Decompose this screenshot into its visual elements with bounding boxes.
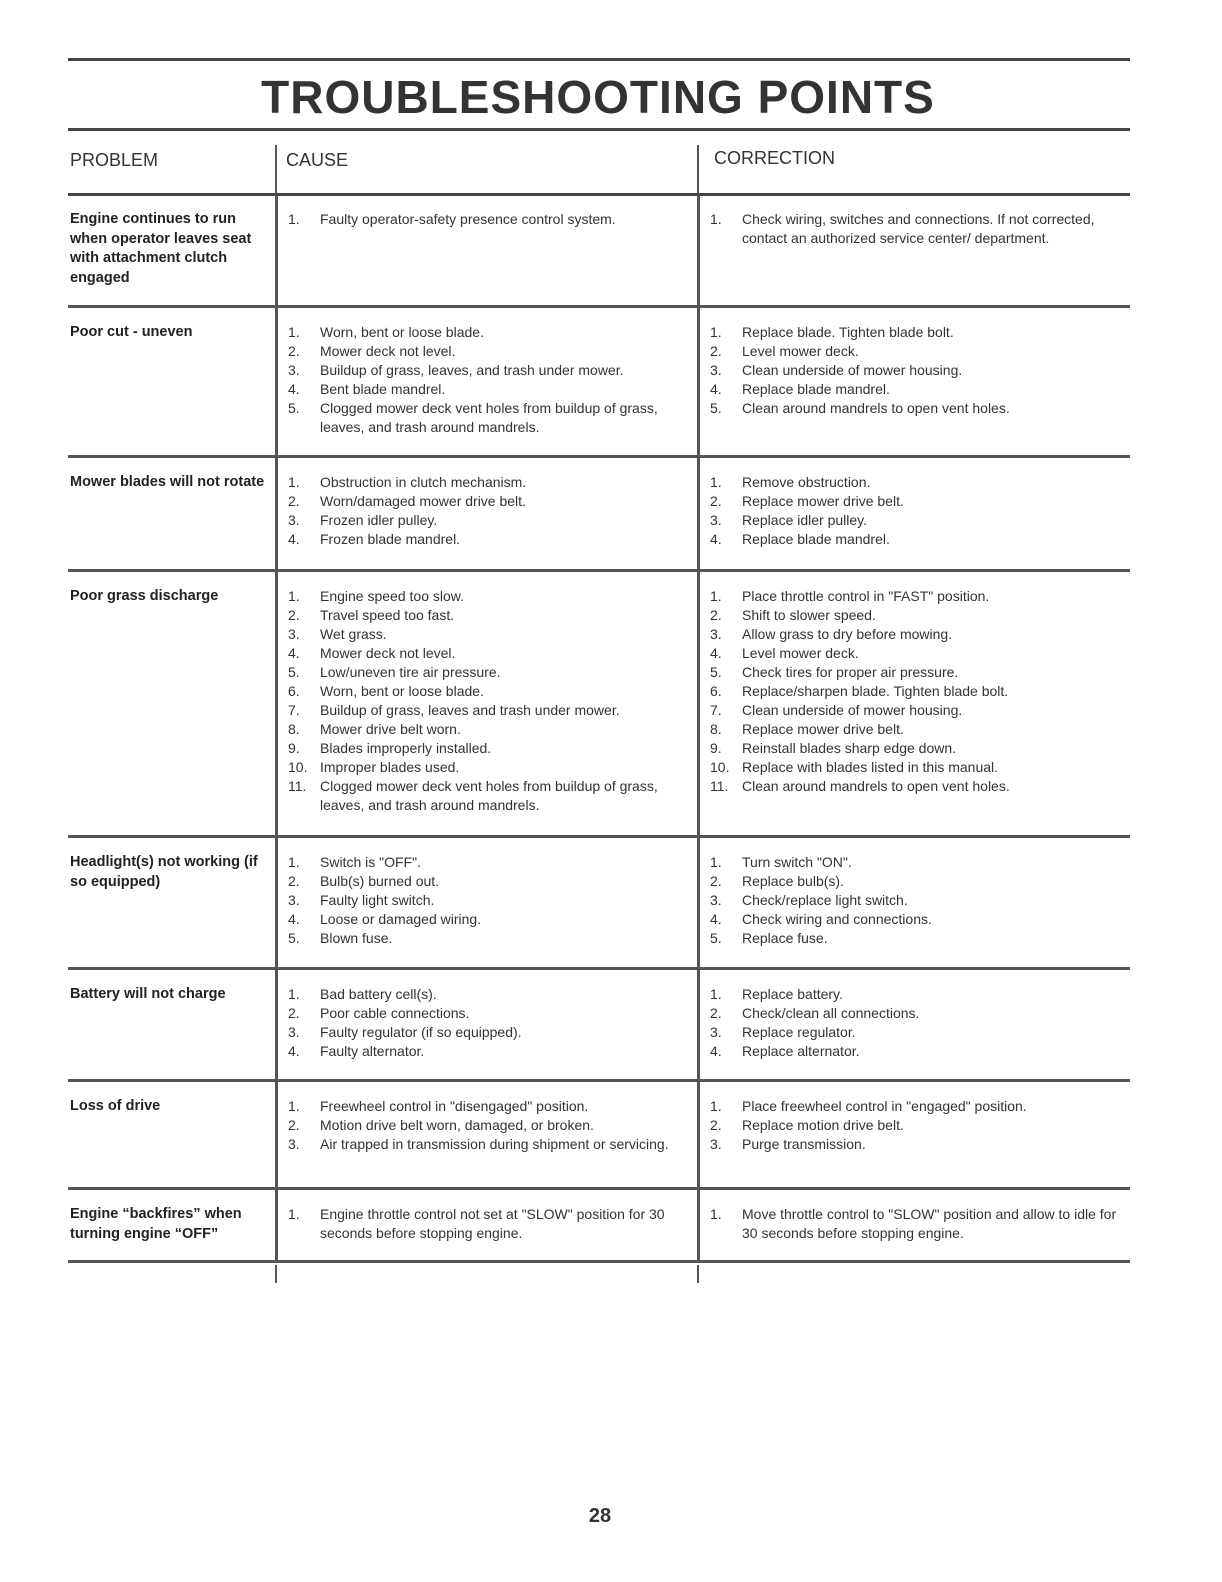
table-row	[68, 308, 1130, 458]
table-row	[68, 195, 1130, 308]
page-number: 28	[588, 1505, 612, 1527]
item-number: 4.	[710, 381, 722, 397]
cause-item	[288, 606, 697, 625]
item-number: 5.	[710, 930, 722, 946]
correction-item	[710, 1205, 1130, 1243]
cause-text: Improper blades used.	[320, 759, 460, 775]
cause-text: Blown fuse.	[320, 930, 393, 946]
item-number: 3.	[710, 362, 722, 378]
table-row	[68, 1190, 1130, 1263]
item-number: 5.	[288, 664, 300, 680]
header-cause: CAUSE	[286, 150, 349, 170]
correction-text: Replace with blades listed in this manual.	[742, 759, 999, 775]
item-number: 1.	[288, 474, 300, 490]
item-number: 5.	[288, 400, 300, 416]
cause-item	[288, 853, 697, 872]
cause-text: Blades improperly installed.	[320, 740, 492, 756]
item-number: 10.	[288, 759, 308, 775]
item-number: 4.	[710, 645, 722, 661]
cause-item	[288, 872, 697, 891]
correction-item	[710, 606, 1130, 625]
correction-text: Level mower deck.	[742, 343, 859, 359]
cause-item	[288, 985, 697, 1004]
cause-cell	[275, 838, 697, 967]
correction-item	[710, 1097, 1130, 1116]
correction-item	[710, 644, 1130, 663]
cause-text: Air trapped in transmission during shipment or servicing.	[320, 1136, 669, 1152]
correction-text: Check/clean all connections.	[742, 1005, 920, 1021]
cause-text: Faulty operator-safety presence control system.	[320, 211, 616, 227]
correction-text: Move throttle control to "SLOW" position and allow to idle for 30 seconds before stopping engine.	[742, 1206, 1117, 1241]
cause-text: Obstruction in clutch mechanism.	[320, 474, 527, 490]
cause-item	[288, 473, 697, 492]
item-number: 2.	[710, 873, 722, 889]
problem-cell: Engine continues to run when operator leaves seat with attachment clutch engaged	[70, 211, 252, 286]
cause-item	[288, 1004, 697, 1023]
correction-text: Replace idler pulley.	[742, 512, 868, 528]
item-number: 3.	[710, 512, 722, 528]
correction-text: Place throttle control in "FAST" position.	[742, 588, 990, 604]
correction-item	[710, 1042, 1130, 1061]
table-row	[68, 458, 1130, 572]
problem-cell: Loss of drive	[70, 1098, 161, 1114]
item-number: 11.	[288, 778, 307, 794]
correction-item	[710, 777, 1130, 796]
correction-item	[710, 399, 1130, 418]
cause-text: Motion drive belt worn, damaged, or broken.	[320, 1117, 594, 1133]
correction-text: Check wiring and connections.	[742, 911, 932, 927]
cause-item	[288, 587, 697, 606]
correction-text: Replace mower drive belt.	[742, 493, 904, 509]
troubleshooting-table	[68, 195, 1130, 1263]
header-divider	[275, 145, 277, 197]
cause-cell	[275, 195, 697, 305]
correction-cell	[697, 1190, 1130, 1260]
correction-text: Clean underside of mower housing.	[742, 362, 963, 378]
item-number: 4.	[288, 381, 300, 397]
item-number: 1.	[710, 211, 722, 227]
cause-text: Clogged mower deck vent holes from buildup of grass, leaves, and trash around mandrels.	[320, 400, 658, 435]
cause-item	[288, 720, 697, 739]
cause-cell	[275, 458, 697, 569]
problem-cell: Engine “backfires” when turning engine “OFF”	[70, 1206, 242, 1242]
item-number: 5.	[710, 664, 722, 680]
correction-text: Remove obstruction.	[742, 474, 871, 490]
correction-item	[710, 682, 1130, 701]
item-number: 9.	[288, 740, 300, 756]
correction-item	[710, 663, 1130, 682]
table-row	[68, 1082, 1130, 1190]
correction-text: Clean underside of mower housing.	[742, 702, 963, 718]
item-number: 2.	[710, 1005, 722, 1021]
cause-text: Switch is "OFF".	[320, 854, 421, 870]
correction-text: Replace bulb(s).	[742, 873, 844, 889]
column-divider-tail	[697, 1265, 699, 1283]
cause-item	[288, 1097, 697, 1116]
cause-text: Travel speed too fast.	[320, 607, 455, 623]
correction-item	[710, 910, 1130, 929]
correction-item	[710, 891, 1130, 910]
correction-text: Turn switch "ON".	[742, 854, 852, 870]
item-number: 7.	[288, 702, 300, 718]
cause-item	[288, 399, 697, 437]
cause-item	[288, 625, 697, 644]
cause-item	[288, 1023, 697, 1042]
cause-item	[288, 739, 697, 758]
cause-item	[288, 1042, 697, 1061]
page-title: TROUBLESHOOTING POINTS	[261, 71, 935, 123]
cause-text: Bent blade mandrel.	[320, 381, 446, 397]
item-number: 4.	[288, 645, 300, 661]
item-number: 1.	[710, 986, 722, 1002]
problem-cell: Battery will not charge	[70, 986, 226, 1002]
cause-text: Buildup of grass, leaves and trash under mower.	[320, 702, 620, 718]
correction-text: Purge transmission.	[742, 1136, 866, 1152]
correction-text: Allow grass to dry before mowing.	[742, 626, 953, 642]
correction-item	[710, 929, 1130, 948]
table-row	[68, 970, 1130, 1082]
cause-item	[288, 1116, 697, 1135]
header-problem: PROBLEM	[70, 150, 159, 170]
correction-cell	[697, 308, 1130, 455]
correction-item	[710, 210, 1130, 248]
problem-cell: Poor cut - uneven	[70, 324, 193, 340]
cause-text: Worn, bent or loose blade.	[320, 324, 484, 340]
item-number: 3.	[288, 1024, 300, 1040]
correction-item	[710, 985, 1130, 1004]
item-number: 2.	[710, 607, 722, 623]
cause-item	[288, 777, 697, 815]
item-number: 2.	[710, 343, 722, 359]
cause-text: Faulty light switch.	[320, 892, 435, 908]
item-number: 3.	[288, 626, 300, 642]
item-number: 10.	[710, 759, 730, 775]
item-number: 3.	[288, 1136, 300, 1152]
cause-text: Mower drive belt worn.	[320, 721, 461, 737]
item-number: 6.	[710, 683, 722, 699]
item-number: 5.	[288, 930, 300, 946]
correction-cell	[697, 572, 1130, 835]
correction-cell	[697, 1082, 1130, 1187]
item-number: 4.	[288, 531, 300, 547]
item-number: 4.	[288, 1043, 300, 1059]
correction-item	[710, 739, 1130, 758]
correction-item	[710, 473, 1130, 492]
item-number: 3.	[710, 892, 722, 908]
cause-text: Bulb(s) burned out.	[320, 873, 440, 889]
correction-item	[710, 342, 1130, 361]
correction-cell	[697, 970, 1130, 1079]
problem-cell: Headlight(s) not working (if so equipped)	[70, 854, 258, 890]
item-number: 3.	[710, 626, 722, 642]
correction-item	[710, 853, 1130, 872]
cause-text: Loose or damaged wiring.	[320, 911, 482, 927]
cause-text: Faulty alternator.	[320, 1043, 425, 1059]
cause-item	[288, 891, 697, 910]
correction-text: Replace/sharpen blade. Tighten blade bolt.	[742, 683, 1009, 699]
cause-text: Clogged mower deck vent holes from buildup of grass, leaves, and trash around mandrels.	[320, 778, 658, 813]
item-number: 3.	[288, 362, 300, 378]
item-number: 6.	[288, 683, 300, 699]
correction-text: Clean around mandrels to open vent holes.	[742, 400, 1010, 416]
cause-text: Frozen idler pulley.	[320, 512, 438, 528]
cause-text: Buildup of grass, leaves, and trash under mower.	[320, 362, 624, 378]
correction-text: Reinstall blades sharp edge down.	[742, 740, 957, 756]
correction-item	[710, 530, 1130, 549]
correction-text: Replace mower drive belt.	[742, 721, 904, 737]
item-number: 4.	[710, 531, 722, 547]
cause-cell	[275, 572, 697, 835]
cause-item	[288, 910, 697, 929]
item-number: 3.	[710, 1024, 722, 1040]
correction-text: Check wiring, switches and connections. If not corrected, contact an authorized service center/ department.	[742, 211, 1095, 246]
correction-text: Check tires for proper air pressure.	[742, 664, 959, 680]
table-row	[68, 838, 1130, 970]
item-number: 1.	[288, 1206, 300, 1222]
item-number: 1.	[710, 324, 722, 340]
item-number: 2.	[288, 607, 300, 623]
cause-item	[288, 701, 697, 720]
item-number: 1.	[288, 324, 300, 340]
correction-text: Replace regulator.	[742, 1024, 856, 1040]
item-number: 2.	[288, 1005, 300, 1021]
table-row	[68, 572, 1130, 838]
correction-item	[710, 758, 1130, 777]
correction-item	[710, 361, 1130, 380]
item-number: 8.	[288, 721, 300, 737]
item-number: 4.	[710, 1043, 722, 1059]
correction-cell	[697, 838, 1130, 967]
cause-item	[288, 210, 697, 229]
item-number: 1.	[710, 854, 722, 870]
item-number: 1.	[288, 986, 300, 1002]
cause-text: Frozen blade mandrel.	[320, 531, 461, 547]
cause-text: Freewheel control in "disengaged" position.	[320, 1098, 589, 1114]
cause-text: Mower deck not level.	[320, 343, 456, 359]
item-number: 3.	[288, 512, 300, 528]
cause-item	[288, 663, 697, 682]
cause-text: Worn/damaged mower drive belt.	[320, 493, 526, 509]
problem-cell: Poor grass discharge	[70, 588, 219, 604]
item-number: 11.	[710, 778, 729, 794]
item-number: 2.	[710, 1117, 722, 1133]
correction-item	[710, 380, 1130, 399]
item-number: 1.	[710, 474, 722, 490]
cause-text: Engine throttle control not set at "SLOW" position for 30 seconds before stopping engine.	[320, 1206, 665, 1241]
correction-text: Check/replace light switch.	[742, 892, 908, 908]
correction-item	[710, 872, 1130, 891]
item-number: 3.	[288, 892, 300, 908]
cause-text: Wet grass.	[320, 626, 387, 642]
correction-text: Replace blade. Tighten blade bolt.	[742, 324, 954, 340]
correction-item	[710, 1023, 1130, 1042]
top-rule	[68, 58, 1130, 61]
cause-item	[288, 1205, 697, 1243]
item-number: 2.	[288, 343, 300, 359]
cause-item	[288, 530, 697, 549]
column-divider-tail	[275, 1265, 277, 1283]
item-number: 5.	[710, 400, 722, 416]
cause-item	[288, 1135, 697, 1154]
cause-item	[288, 682, 697, 701]
item-number: 3.	[710, 1136, 722, 1152]
cause-item	[288, 342, 697, 361]
header-divider	[697, 145, 699, 197]
correction-item	[710, 720, 1130, 739]
cause-text: Poor cable connections.	[320, 1005, 470, 1021]
correction-cell	[697, 195, 1130, 305]
cause-item	[288, 323, 697, 342]
cause-text: Worn, bent or loose blade.	[320, 683, 484, 699]
item-number: 2.	[288, 1117, 300, 1133]
correction-item	[710, 323, 1130, 342]
problem-cell: Mower blades will not rotate	[70, 474, 265, 490]
correction-text: Replace fuse.	[742, 930, 828, 946]
item-number: 1.	[288, 211, 300, 227]
correction-item	[710, 701, 1130, 720]
cause-text: Faulty regulator (if so equipped).	[320, 1024, 522, 1040]
correction-text: Replace alternator.	[742, 1043, 860, 1059]
item-number: 1.	[710, 1206, 722, 1222]
cause-item	[288, 380, 697, 399]
item-number: 4.	[288, 911, 300, 927]
cause-cell	[275, 1082, 697, 1187]
cause-text: Bad battery cell(s).	[320, 986, 437, 1002]
correction-text: Level mower deck.	[742, 645, 859, 661]
item-number: 7.	[710, 702, 722, 718]
correction-text: Clean around mandrels to open vent holes.	[742, 778, 1010, 794]
correction-item	[710, 1135, 1130, 1154]
item-number: 1.	[288, 588, 300, 604]
correction-cell	[697, 458, 1130, 569]
cause-item	[288, 511, 697, 530]
correction-text: Replace motion drive belt.	[742, 1117, 904, 1133]
item-number: 1.	[710, 588, 722, 604]
correction-item	[710, 1004, 1130, 1023]
correction-text: Replace battery.	[742, 986, 843, 1002]
cause-item	[288, 644, 697, 663]
cause-item	[288, 492, 697, 511]
correction-item	[710, 492, 1130, 511]
cause-item	[288, 929, 697, 948]
item-number: 1.	[288, 854, 300, 870]
cause-item	[288, 361, 697, 380]
title-rule	[68, 128, 1130, 131]
cause-cell	[275, 970, 697, 1079]
correction-item	[710, 625, 1130, 644]
item-number: 9.	[710, 740, 722, 756]
correction-text: Replace blade mandrel.	[742, 531, 890, 547]
correction-item	[710, 1116, 1130, 1135]
correction-text: Replace blade mandrel.	[742, 381, 890, 397]
correction-item	[710, 587, 1130, 606]
item-number: 2.	[288, 493, 300, 509]
correction-item	[710, 511, 1130, 530]
item-number: 1.	[710, 1098, 722, 1114]
correction-text: Shift to slower speed.	[742, 607, 876, 623]
header-correction: CORRECTION	[714, 148, 835, 168]
correction-text: Place freewheel control in "engaged" position.	[742, 1098, 1027, 1114]
cause-text: Low/uneven tire air pressure.	[320, 664, 501, 680]
cause-cell	[275, 1190, 697, 1260]
item-number: 2.	[710, 493, 722, 509]
cause-text: Engine speed too slow.	[320, 588, 464, 604]
item-number: 8.	[710, 721, 722, 737]
cause-text: Mower deck not level.	[320, 645, 456, 661]
cause-item	[288, 758, 697, 777]
cause-cell	[275, 308, 697, 455]
item-number: 1.	[288, 1098, 300, 1114]
item-number: 2.	[288, 873, 300, 889]
item-number: 4.	[710, 911, 722, 927]
